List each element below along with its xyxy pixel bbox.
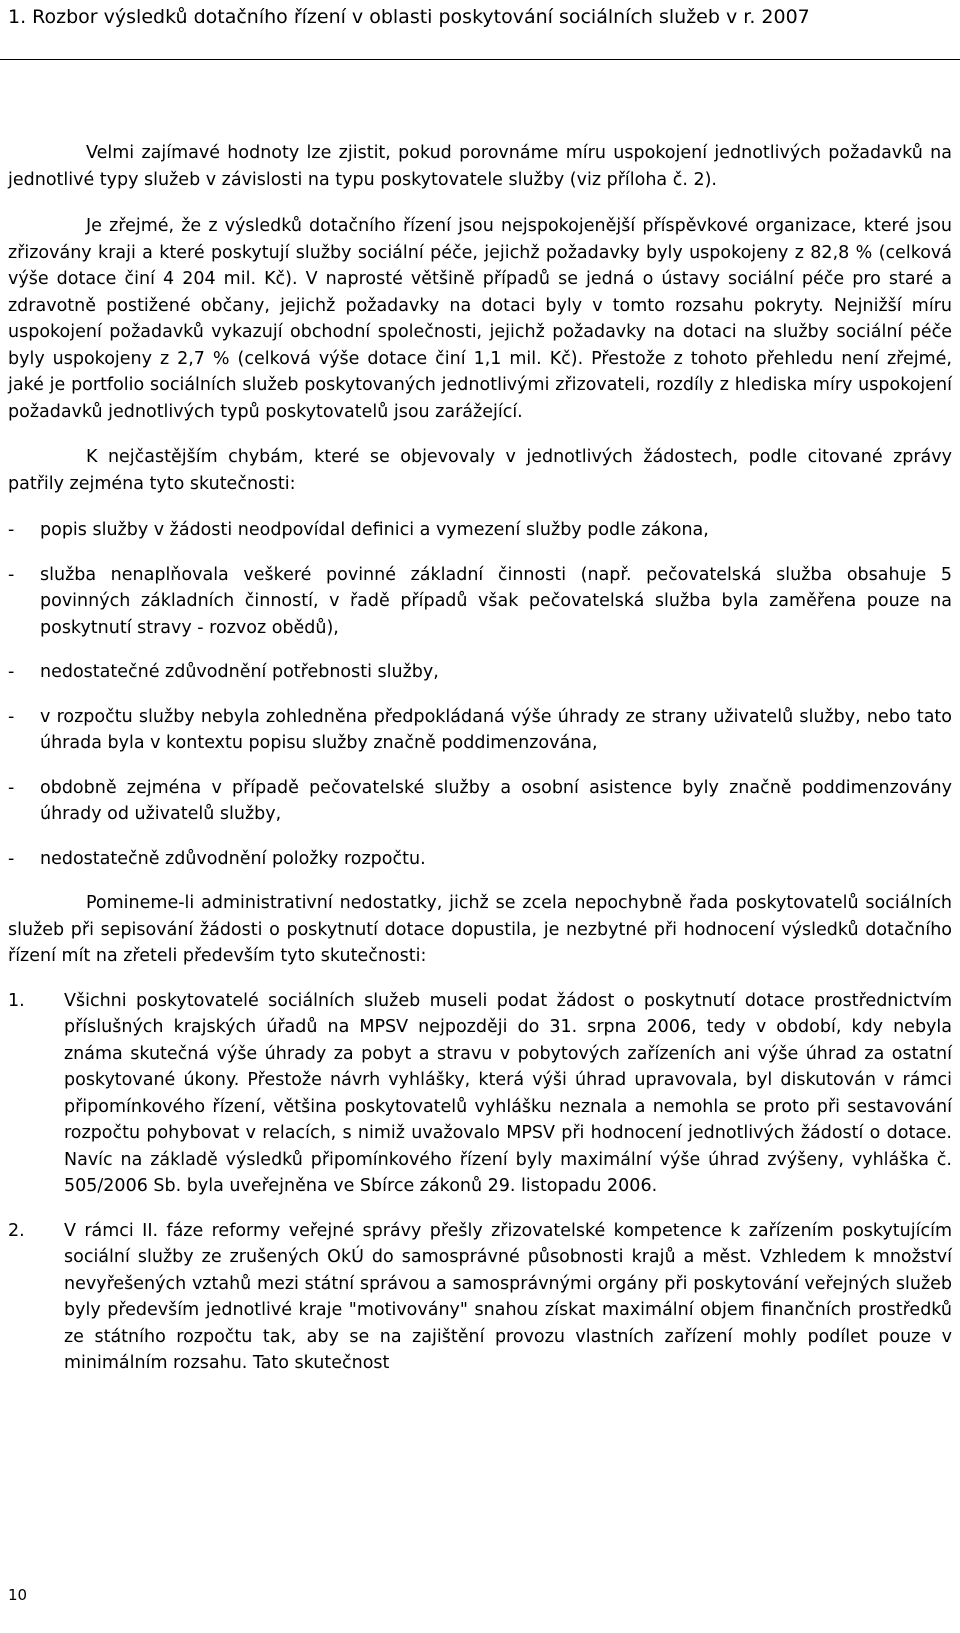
list-item xyxy=(8,846,952,873)
header-divider xyxy=(0,59,960,60)
numbered-list xyxy=(8,988,952,1377)
dash-marker: - xyxy=(8,520,15,540)
list-item xyxy=(8,517,952,544)
numbered-item-text: V rámci II. fáze reformy veřejné správy přešly zřizovatelské kompetence k zařízením poskytujícím sociální služby ze zrušených OkÚ do samosprávné působnosti krajů a měst. Vzhledem k množství nevyřešených vztahů mezi státní správou a samosprávnými orgány při poskytování veřejných služeb byly především jednotlivé kraje "motivovány" snahou získat maximální objem finančních prostředků ze státního rozpočtu tak, aby se na zajištění provozu vlastních zařízení mohly podílet pouze v minimálním rozsahu. Tato skutečnost xyxy=(64,1220,952,1373)
page-number: 10 xyxy=(8,1586,28,1604)
list-item xyxy=(8,562,952,642)
list-item-text: popis služby v žádosti neodpovídal definici a vymezení služby podle zákona, xyxy=(40,520,709,540)
list-item xyxy=(8,659,952,686)
list-item-text: v rozpočtu služby nebyla zohledněna předpokládaná výše úhrady ze strany uživatelů služby, nebo tato úhrada byla v kontextu popisu služby značně poddimenzována, xyxy=(40,706,952,753)
paragraph: Velmi zajímavé hodnoty lze zjistit, pokud porovnáme míru uspokojení jednotlivých požadavků na jednotlivé typy služeb v závislosti na typu poskytovatele služby (viz příloha č. 2). xyxy=(8,143,952,190)
list-item-text: nedostatečně zdůvodnění položky rozpočtu. xyxy=(40,848,426,869)
document-body xyxy=(8,140,952,1395)
paragraph: K nejčastějším chybám, které se objevovaly v jednotlivých žádostech, podle citované zprávy patřily zejména tyto skutečnosti: xyxy=(8,447,952,494)
numbered-item xyxy=(8,1218,952,1377)
dash-marker: - xyxy=(8,777,15,798)
page-header: 1. Rozbor výsledků dotačního řízení v oblasti poskytování sociálních služeb v r. 2007 xyxy=(8,6,810,28)
list-item xyxy=(8,775,952,828)
item-number: 1. xyxy=(8,990,25,1011)
dash-marker: - xyxy=(8,848,15,869)
dash-marker: - xyxy=(8,706,15,727)
paragraph: Je zřejmé, že z výsledků dotačního řízení jsou nejspokojenější příspěvkové organizace, které jsou zřizovány kraji a které poskytují služby sociální péče, jejichž požadavky byly uspokojeny z 82,8 % (celková výše dotace činí 4 204 mil. Kč). V naprosté většině případů se jedná o ústavy sociální péče pro staré a zdravotně postižené občany, jejichž požadavky na dotaci byly v tomto rozsahu pokryty. Nejnižší míru uspokojení požadavků vykazují obchodní společnosti, jejichž požadavky na dotaci na služby sociální péče byly uspokojeny z 2,7 % (celková výše dotace činí 1,1 mil. Kč). Přestože z tohoto přehledu není zřejmé, jaké je portfolio sociálních služeb poskytovaných jednotlivými zřizovateli, rozdíly z hlediska míry uspokojení požadavků jednotlivých typů poskytovatelů jsou zarážející. xyxy=(8,216,952,422)
paragraph: Pomineme-li administrativní nedostatky, jichž se zcela nepochybně řada poskytovatelů sociálních služeb při sepisování žádosti o poskytnutí dotace dopustila, je nezbytné při hodnocení výsledků dotačního řízení mít na zřeteli především tyto skutečnosti: xyxy=(8,893,952,966)
dash-marker: - xyxy=(8,662,15,682)
bullet-list xyxy=(8,517,952,872)
list-item-text: služba nenaplňovala veškeré povinné základní činnosti (např. pečovatelská služba obsahuje 5 povinných základních činností, v řadě případů však pečovatelská služba byla zaměřena pouze na poskytnutí stravy - rozvoz obědů), xyxy=(40,564,952,638)
dash-marker: - xyxy=(8,564,15,585)
numbered-item-text: Všichni poskytovatelé sociálních služeb museli podat žádost o poskytnutí dotace prostřednictvím příslušných krajských úřadů na MPSV nejpozději do 31. srpna 2006, tedy v období, kdy nebyla známa skutečná výše úhrady za pobyt a stravu v pobytových zařízeních ani výše úhrad za ostatní poskytované úkony. Přestože návrh vyhlášky, která výši úhrad upravovala, byl diskutován v rámci připomínkového řízení, většina poskytovatelů vyhlášku neznala a nemohla se proto při sestavování rozpočtu pohybovat v relacích, s nimiž uvažovalo MPSV při hodnocení jednotlivých žádostí o dotace. Navíc na základě výsledků připomínkového řízení byly maximální výše úhrad zvýšeny, vyhláška č. 505/2006 Sb. byla uveřejněna ve Sbírce zákonů 29. listopadu 2006. xyxy=(64,990,952,1196)
numbered-item xyxy=(8,988,952,1200)
list-item-text: nedostatečné zdůvodnění potřebnosti služby, xyxy=(40,662,439,682)
list-item-text: obdobně zejména v případě pečovatelské služby a osobní asistence byly značně poddimenzovány úhrady od uživatelů služby, xyxy=(40,777,952,824)
item-number: 2. xyxy=(8,1220,25,1241)
list-item xyxy=(8,704,952,757)
